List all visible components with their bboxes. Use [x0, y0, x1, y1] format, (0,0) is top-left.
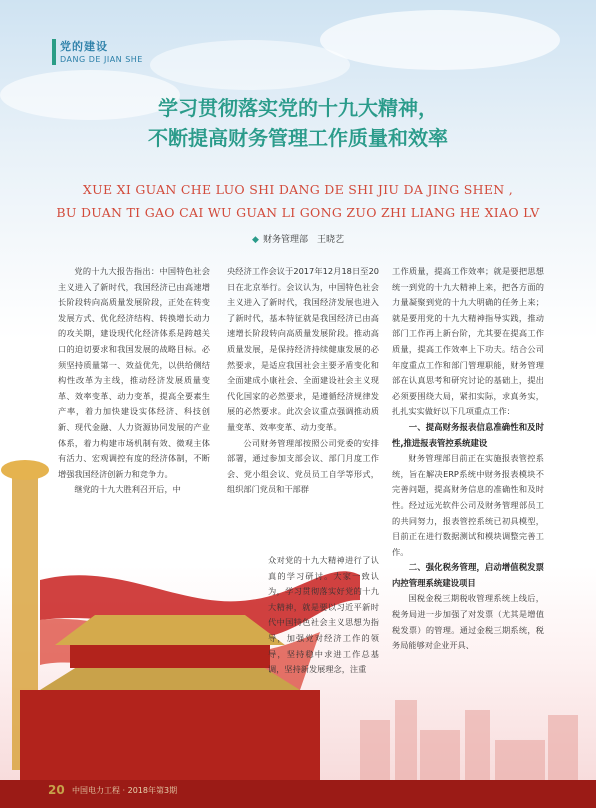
paragraph: 公司财务管理部按照公司党委的安排部署，通过参加支部会议、部门月度工作会、党小组会议、党员员工自学等形式，组织部门党员和干部群 [227, 437, 379, 495]
skyline-building [495, 740, 545, 780]
skyline-building [465, 710, 490, 780]
paragraph: 党的十九大报告指出：中国特色社会主义进入了新时代，我国经济已由高速增长阶段转向高质量发展阶段，正处在转变发展方式、优化经济结构、转换增长动力的攻关期，建设现代化经济体系是跨越关口的迫切要求和我国发展的战略目标。必须坚持质量第一、效益优先，以供给侧结构性改革为主线，推动经济发展质量变革、效率变革、动力变革，提高全要素生产率，着力加快建设实体经济、科技创新、现代金融、人力资源协同发展的产业体系，着力构建市场机制有效、微观主体有活力、宏观调控有度的经济体制，不断增强我国经济创新力和竞争力。 [58, 266, 210, 479]
section-heading-1: 一、提高财务报表信息准确性和及时性,推进报表管控系统建设 [392, 421, 544, 448]
paragraph: 国税金税三期税收管理系统上线后，税务局进一步加强了对发票（尤其是增值税发票）的管理。通过金税三期系统，税务局能够对企业开具、 [392, 593, 544, 651]
paragraph: 央经济工作会议于2017年12月18日至20日在北京举行。会议认为，中国特色社会主义进入了新时代，我国经济发展也进入了新时代，基本特征就是我国经济已由高速增长阶段转向高质量发展阶段。推动高质量发展，是保持经济持续健康发展的必然要求，是适应我国社会主要矛盾变化和全面建成小康社会、全面建设社会主义现代化国家的必然要求，是遵循经济规律发展的必然要求。此次会议重点强调推动质量变革、效率变革、动力变革。 [227, 266, 379, 432]
author-name: 财务管理部 王晓艺 [262, 235, 344, 245]
paragraph: 众对党的十九大精神进行了认真的学习研讨。大家一致认为，学习贯彻落实好党的十九大精神，就是要以习近平新时代中国特色社会主义思想为指导，加强党对经济工作的领导，坚持稳中求进工作总基调，坚持新发展理念，注重 [268, 555, 379, 675]
text-column-1 [58, 264, 210, 498]
text-column-3 [392, 264, 544, 654]
paragraph: 工作质量，提高工作效率；就是要把思想统一到党的十九大精神上来，把各方面的力量凝聚到党的十九大明确的任务上来；就是要用党的十九大精神指导实践，推动部门工作再上新台阶，尤其要在提高工作质量，提高工作效率上下功夫。结合公司年度重点工作和部门管理职能，财务管理部在认真思考和研究讨论的基础上，提出必须要围绕大局，紧扣实际，求真务实，扎扎实实做好以下几项重点工作： [392, 266, 544, 417]
text-column-2 [227, 264, 379, 498]
diamond-icon: ◆ [252, 235, 259, 245]
tiananmen-roof-lower [40, 665, 300, 690]
page-number: 20 [48, 783, 65, 797]
tiananmen-base [20, 690, 320, 780]
skyline-building [395, 700, 417, 780]
paragraph: 财务管理部目前正在实施报表管控系统，旨在解决ERP系统中财务报表模块不完善问题，提高财务信息的准确性和及时性。经过远光软件公司及财务管理部员工的共同努力，报表管控系统已初具模型，目前正在进行数据测试和模块调整完善工作。 [392, 453, 544, 557]
section-heading-2: 二、强化税务管理，启动增值税发票内控管理系统建设项目 [392, 562, 544, 588]
paragraph: 继党的十九大胜利召开后，中 [74, 484, 181, 495]
text-column-2-lower [268, 553, 379, 678]
footer-text: 中国电力工程 · 2018年第3期 [72, 786, 178, 795]
section-title: 党的建设 [60, 40, 108, 53]
tiananmen-roof-upper [55, 615, 285, 645]
pinyin-line-2: BU DUAN TI GAO CAI WU GUAN LI GONG ZUO ZHI LIANG HE XIAO LV [56, 205, 540, 220]
article-title-line-2: 不断提高财务管理工作质量和效率 [148, 126, 448, 150]
article-title-line-1: 学习贯彻落实党的十九大精神， [158, 96, 438, 120]
huabiao-top [1, 460, 49, 480]
section-subtitle: DANG DE JIAN SHE [60, 55, 143, 64]
pinyin-line-1: XUE XI GUAN CHE LUO SHI DANG DE SHI JIU DA JING SHEN , [82, 182, 514, 197]
skyline-building [548, 715, 578, 780]
skyline-building [360, 720, 390, 780]
skyline-building [420, 730, 460, 780]
